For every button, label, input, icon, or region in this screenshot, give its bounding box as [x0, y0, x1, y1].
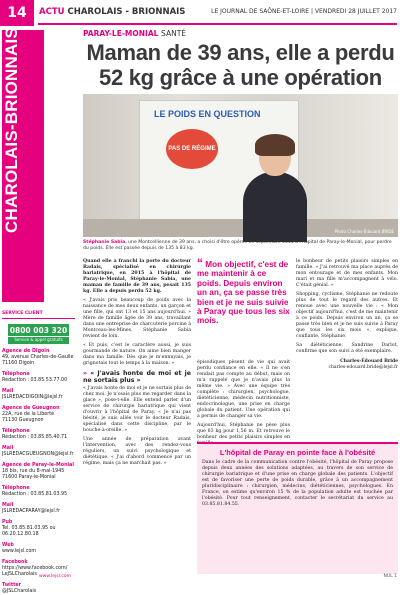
contact-block: [2, 429, 75, 441]
contact-block-title: Mail: [2, 446, 14, 451]
signature-email[interactable]: charles-edouard.bride@lejsl.fr: [328, 365, 398, 370]
contact-block: [2, 389, 75, 401]
contact-block-line: 71600 Paray-le-Monial: [2, 475, 56, 480]
contact-block: [2, 406, 75, 424]
header-rule: [38, 23, 397, 25]
contact-block-title: Téléphone: [2, 429, 30, 434]
caption-name: Stéphanie Sabia: [83, 240, 126, 245]
contact-block-title: Pub: [2, 520, 13, 525]
article-signature: Charles-Édouard Bride: [340, 359, 398, 364]
article-subhead: » « J'avais honte de moi et je ne sortais plus »: [83, 370, 191, 385]
contact-block-line[interactable]: www.lejsl.com: [2, 549, 37, 554]
kicker-city: PARAY-LE-MONIAL: [83, 29, 159, 38]
contact-block-title: Web: [2, 543, 14, 548]
box-title: L'hôpital de Paray en pointe face à l'obésité: [219, 448, 376, 457]
person-body: [243, 172, 307, 242]
contact-block-title: Mail: [2, 503, 14, 508]
quote-mark-icon: “: [197, 256, 203, 270]
article-column-2: [197, 360, 290, 447]
contact-block-line: 71160 Digoin: [2, 361, 35, 366]
contact-block-line: Rédaction : 03.85.81.03.95: [2, 492, 68, 497]
pull-quote: [197, 256, 290, 326]
box-text: Dans le cadre de la communication contre l'obésité, l'hôpital de Paray propose depuis deux années des solutions adaptées, au travers de son service de chirurgie bariatrique et d'une prise en charge globale des patients. L'objectif est de favoriser une perte de poids durable, grâce à un accompagnement pluridisciplinaire : chirurgien, médecins, diététiciennes, psychologues. En France, on estime qu'environ 15 % de la population adulte est touchée par l'obésité. Pour tout renseignement, contacter le secrétariat du service au 03.85.81.84.55.: [202, 460, 393, 507]
photo-caption: [83, 240, 398, 252]
article-paragraph: le bonheur de petits plaisirs simples en famille. « J'ai retrouvé ma place auprès de mon entourage et de mes enfants. Mon mari et ma fille m'accompagnent à vélo. C'était génial. »: [296, 259, 398, 288]
footer-url[interactable]: www.lejsl.com: [39, 574, 71, 579]
contact-block-line[interactable]: LeJSLCharolais: [2, 572, 37, 577]
article-photo: [83, 94, 398, 237]
article-lead: Quand elle a franchi la porte du docteur Radais, spécialisé en chirurgie bariatrique, en 2015 à l'hôpital de Paray-le-Monial, Stéphanie Sabia, une maman de famille de 39 ans, pesait 135 kg. Elle a depuis perdu 52 kg.: [83, 259, 191, 294]
contact-block-line: 22A, rue de la Liberté: [2, 412, 55, 417]
contact-block: [2, 543, 75, 555]
person-figure: [243, 138, 307, 237]
contact-block-line: 71130 Gueugnon: [2, 418, 44, 423]
contact-block-title: Agence de Paray-le-Monial: [2, 463, 75, 468]
article-paragraph: épisodiques pèsent de vie qui avait perdu confiance en elle. « Il ne s'en rendait pas compte au début, mais on m'a rappelé que je n'avais plus la même vie. » Avec une équipe très complète : chirurgien, psychologue, diététicienne, médecin nutritionniste, endocrinologue, une prise en charge globale du patient. Une opération qui a permis de changer sa vie.: [197, 360, 290, 419]
contact-block-title: Twitter: [2, 583, 22, 588]
contact-block-line: Rédaction : 03.85.85.40.71: [2, 435, 68, 440]
contact-block: [2, 583, 75, 595]
article-paragraph: Aujourd'hui, Stéphanie ne pèse plus que 83 kg pour 1,56 m. Et retrouve le bonheur des petits plaisirs simples en: [197, 423, 290, 440]
section-rubric: [39, 7, 185, 17]
contact-block-title: Agence de Digoin: [2, 349, 50, 354]
article-paragraph: Une année de préparation avant l'intervention, avec des rendez-vous réguliers, un suivi psychologique et diététique. « J'ai d'abord commencé par un régime, mais ça ne marchait pas. »: [83, 437, 191, 467]
contact-block-line[interactable]: JSLREDACPARAY@lejsl.fr: [2, 509, 60, 514]
kicker-topic: SANTÉ: [161, 29, 187, 38]
sidebar-box: [197, 442, 398, 574]
contact-block: [2, 520, 75, 538]
contact-block-title: Agence de Gueugnon: [2, 406, 60, 411]
contact-block-title: Mail: [2, 389, 14, 394]
photo-desk: [83, 219, 398, 237]
contact-block: [2, 486, 75, 498]
contact-block-title: Téléphone: [2, 372, 30, 377]
contact-blocks: [2, 349, 75, 595]
contact-block-line: 06.20.12.80.18: [2, 532, 39, 537]
contact-block: [2, 446, 75, 458]
footer-note: NUL 1: [383, 574, 397, 579]
section-vertical-title: CHAROLAIS-BRIONNAIS: [2, 27, 21, 233]
contact-block-line[interactable]: JSLREDACGUEUGNON@lejsl.fr: [2, 452, 74, 457]
article-column-3: [296, 259, 398, 371]
contact-sidebar: [2, 311, 75, 595]
sidebar-heading: SERVICE CLIENT: [2, 311, 75, 319]
contact-block-line: 49, avenue Charles-de-Gaulle: [2, 355, 74, 360]
article-paragraph: Shopping, cyclisme, Stéphanie ne redoute plus de tout le regard des autres. Et renoue avec une nouvelle vie : « Mon objectif aujourd'hui, c'est de me maintenir à ce poids. Depuis environ un an, ça se passe très bien et je ne suis suivie à Paray que tous les six mois », explique, confiante, Stéphanie.: [296, 292, 398, 339]
page-number: 14: [0, 0, 34, 26]
contact-block-title: Téléphone: [2, 486, 30, 491]
person-hair: [255, 134, 295, 156]
contact-block-line: 18 bis, rue du 8-mai-1945: [2, 469, 65, 474]
service-phone-note: Service & appel gratuits: [8, 336, 69, 344]
contact-block: [2, 463, 75, 481]
caption-text: , une Montcellienne de 39 ans, a choisi d'être opérée en septembre 2015 à l'hôpital de Paray-le-Monial, pour perdre du poids. Elle est passée depuis de 135 à 83 kg.: [83, 240, 392, 251]
contact-block-line[interactable]: JSLREDACDIGOIN@lejsl.fr: [2, 395, 63, 400]
subhead-text: « J'avais honte de moi et je ne sortais plus »: [83, 370, 191, 385]
contact-block: [2, 349, 75, 367]
article-paragraph: Sa diététicienne, Sandrine Darlot, confirme que son suivi a été exemplaire.: [296, 343, 398, 354]
service-phone[interactable]: 0800 003 320: [9, 326, 68, 335]
article-paragraph: « Et puis, c'est le caractère aussi, je suis gourmande de nature. On aime bien manger dans ma famille. Dès que je m'ennuyais, je grignotais tout le temps à la maison. »: [83, 343, 191, 366]
contact-block-line: Tel. 03.85.81.03.95 ou: [2, 526, 56, 531]
contact-block-line[interactable]: https://www.facebook.com/: [2, 566, 68, 571]
poster-title: LE POIDS EN QUESTION: [154, 109, 261, 119]
article-title: Maman de 39 ans, elle a perdu 52 kg grâce à une opération: [86, 40, 395, 90]
contact-block-line[interactable]: @JSLCharolais: [2, 589, 37, 594]
contact-block: [2, 372, 75, 384]
poster-badge: PAS DE RÉGIME: [166, 129, 218, 169]
pull-quote-text: Mon objectif, c'est de me maintenir à ce poids. Depuis environ un an, ça se passe très bien et je ne suis suivie à Paray que tous les six mois.: [197, 260, 290, 326]
article-paragraph: « J'avais honte de moi et je ne sortais plus de chez moi. Je n'osais plus me regarder dans la glace », pose-t-elle. Elle entend parler d'un service de chirurgie bariatrique qui vient d'ouvrir à l'hôpital de Paray. « Je n'ai pas hésité, je suis allée voir le docteur Radais, spécialisé dans cette discipline, par le bouche-à-oreille. »: [83, 386, 191, 434]
contact-block-title: Facebook: [2, 560, 28, 565]
article-paragraph: « J'avais pris beaucoup de poids avec la naissance de mes deux enfants, un garçon et une fille, qui ont 13 et 15 ans aujourd'hui. » Mère de famille âgée de 39 ans, travaillant dans une entreprise de charcuterie porcine à Montceau-les-Mines, Stéphanie Sabia revient de loin.: [83, 298, 191, 339]
article-kicker: [83, 29, 186, 38]
article-column-1: [83, 259, 191, 467]
issue-date: LE JOURNAL DE SAÔNE-ET-LOIRE | VENDREDI 28 JUILLET 2017: [211, 8, 397, 15]
rubric-title: CHAROLAIS - BRIONNAIS: [67, 7, 186, 17]
contact-block-line: Rédaction : 03.85.53.77.00: [2, 378, 68, 383]
contact-block: [2, 503, 75, 515]
rubric-prefix: ACTU: [39, 7, 65, 17]
photo-credit: Photo Charles-Édouard BRIDE: [334, 229, 394, 234]
